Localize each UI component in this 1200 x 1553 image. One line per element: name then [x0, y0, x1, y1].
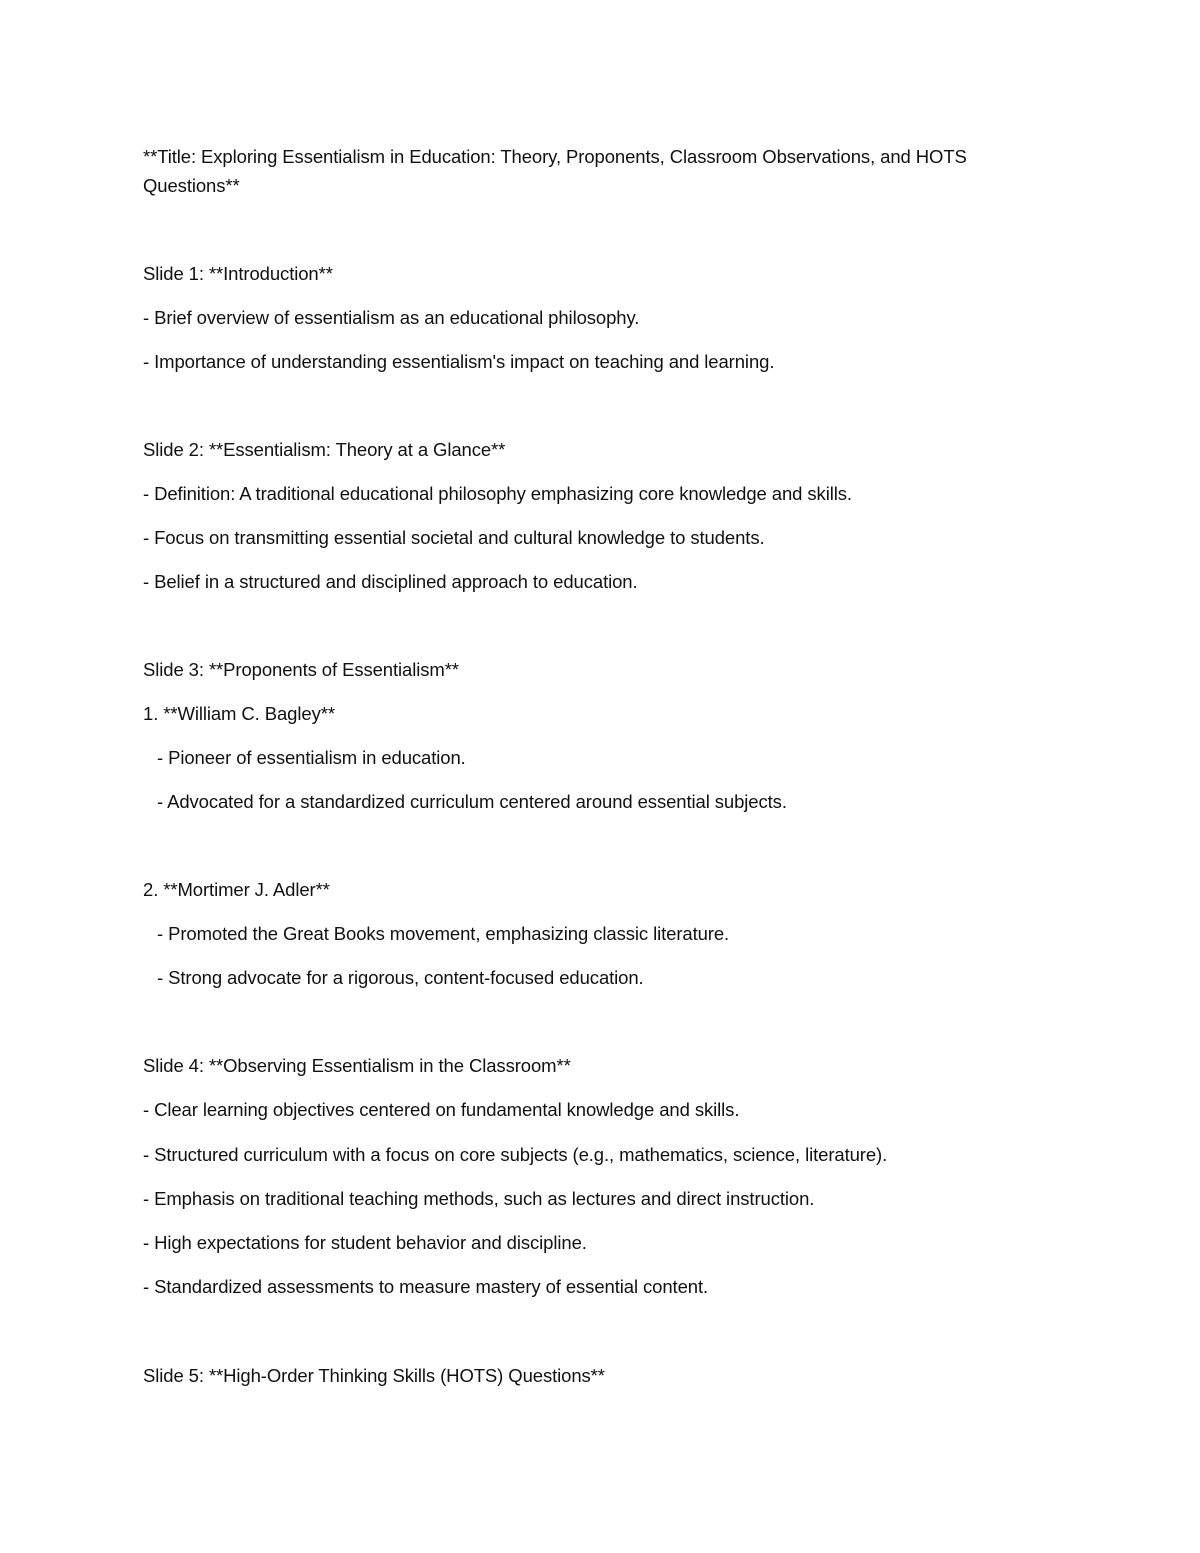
slide2-item: - Focus on transmitting essential societal and cultural knowledge to students.	[143, 527, 765, 548]
slide3-heading: Slide 3: **Proponents of Essentialism**	[143, 659, 459, 680]
proponent-name: 2. **Mortimer J. Adler**	[143, 879, 330, 900]
proponent-name: 1. **William C. Bagley**	[143, 703, 335, 724]
slide4-item: - Clear learning objectives centered on fundamental knowledge and skills.	[143, 1099, 740, 1120]
proponent-item: - Advocated for a standardized curriculum centered around essential subjects.	[157, 791, 787, 812]
slide4-item: - Structured curriculum with a focus on core subjects (e.g., mathematics, science, literature).	[143, 1144, 888, 1165]
slide5-heading: Slide 5: **High-Order Thinking Skills (HOTS) Questions**	[143, 1365, 605, 1386]
document-title-line-1: **Title: Exploring Essentialism in Education: Theory, Proponents, Classroom Observations, and HOTS	[143, 146, 967, 167]
slide2-item: - Definition: A traditional educational philosophy emphasizing core knowledge and skills.	[143, 483, 852, 504]
proponent-item: - Promoted the Great Books movement, emphasizing classic literature.	[157, 923, 730, 944]
proponent-item: - Strong advocate for a rigorous, content-focused education.	[157, 967, 644, 988]
slide2-item: - Belief in a structured and disciplined approach to education.	[143, 571, 638, 592]
proponent-item: - Pioneer of essentialism in education.	[157, 747, 466, 768]
slide4-item: - Emphasis on traditional teaching methods, such as lectures and direct instruction.	[143, 1188, 815, 1209]
slide4-item: - Standardized assessments to measure mastery of essential content.	[143, 1276, 709, 1297]
slide4-heading: Slide 4: **Observing Essentialism in the Classroom**	[143, 1055, 571, 1076]
document-title-line-2: Questions**	[143, 175, 240, 196]
slide1-item: - Brief overview of essentialism as an educational philosophy.	[143, 307, 640, 328]
slide1-heading: Slide 1: **Introduction**	[143, 263, 333, 284]
slide2-heading: Slide 2: **Essentialism: Theory at a Glance**	[143, 439, 506, 460]
slide4-item: - High expectations for student behavior and discipline.	[143, 1232, 587, 1253]
slide1-item: - Importance of understanding essentialism's impact on teaching and learning.	[143, 351, 775, 372]
